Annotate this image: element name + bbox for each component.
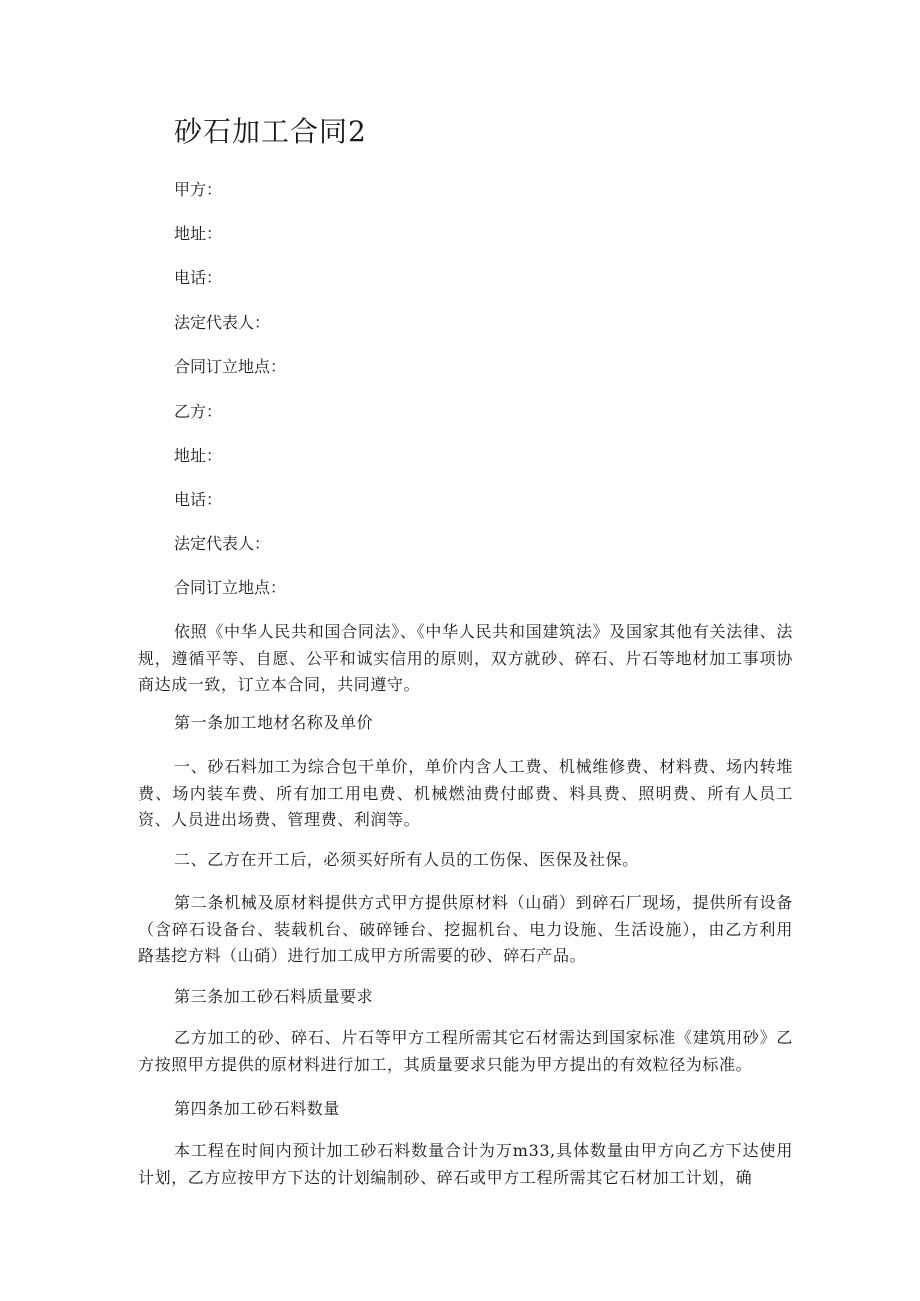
- party-b-rep-label: 法定代表人：: [174, 534, 271, 553]
- article-1-item-1: 一、砂石料加工为综合包干单价，单价内含人工费、机械维修费、材料费、场内转堆费、场内装车费、所有加工用电费、机械燃油费付邮费、料具费、照明费、所有人员工资、人员进出场费、管理费、利润等。: [138, 757, 793, 829]
- article-4-heading: 第四条加工砂石料数量: [174, 1099, 341, 1118]
- party-a-address-label: 地址：: [174, 224, 223, 243]
- party-b-address-label: 地址：: [174, 446, 223, 465]
- article-3-heading: 第三条加工砂石料质量要求: [174, 987, 374, 1006]
- article-4-paragraph: 本工程在时间内预计加工砂石料数量合计为万m33,具体数量由甲方向乙方下达使用计划，乙方应按甲方下达的计划编制砂、碎石或甲方工程所需其它石材加工计划，确: [138, 1141, 793, 1187]
- article-1-heading: 第一条加工地材名称及单价: [174, 713, 374, 732]
- document-title: 砂石加工合同2: [174, 115, 367, 148]
- party-b-name-label: 乙方：: [174, 402, 223, 421]
- article-2-paragraph: 第二条机械及原材料提供方式甲方提供原材料（山硝）到碎石厂现场，提供所有设备（含碎石设备台、装载机台、破碎锤台、挖掘机台、电力设施、生活设施），由乙方利用路基挖方料（山硝）进行加工成甲方所需要的砂、碎石产品。: [138, 893, 793, 965]
- party-a-place-label: 合同订立地点：: [174, 357, 287, 376]
- party-a-name-label: 甲方：: [174, 180, 223, 199]
- intro-paragraph: 依照《中华人民共和国合同法》、《中华人民共和国建筑法》及国家其他有关法律、法规，遵循平等、自愿、公平和诚实信用的原则，双方就砂、碎石、片石等地材加工事项协商达成一致，订立本合同，共同遵守。: [138, 622, 793, 694]
- party-b-phone-label: 电话：: [174, 490, 223, 509]
- party-a-phone-label: 电话：: [174, 268, 223, 287]
- article-1-item-2: 二、乙方在开工后，必须买好所有人员的工伤保、医保及社保。: [174, 850, 639, 869]
- party-a-rep-label: 法定代表人：: [174, 313, 271, 332]
- article-3-paragraph: 乙方加工的砂、碎石、片石等甲方工程所需其它石材需达到国家标准《建筑用砂》乙方按照甲方提供的原材料进行加工，其质量要求只能为甲方提出的有效粒径为标准。: [138, 1028, 793, 1074]
- party-b-place-label: 合同订立地点：: [174, 578, 287, 597]
